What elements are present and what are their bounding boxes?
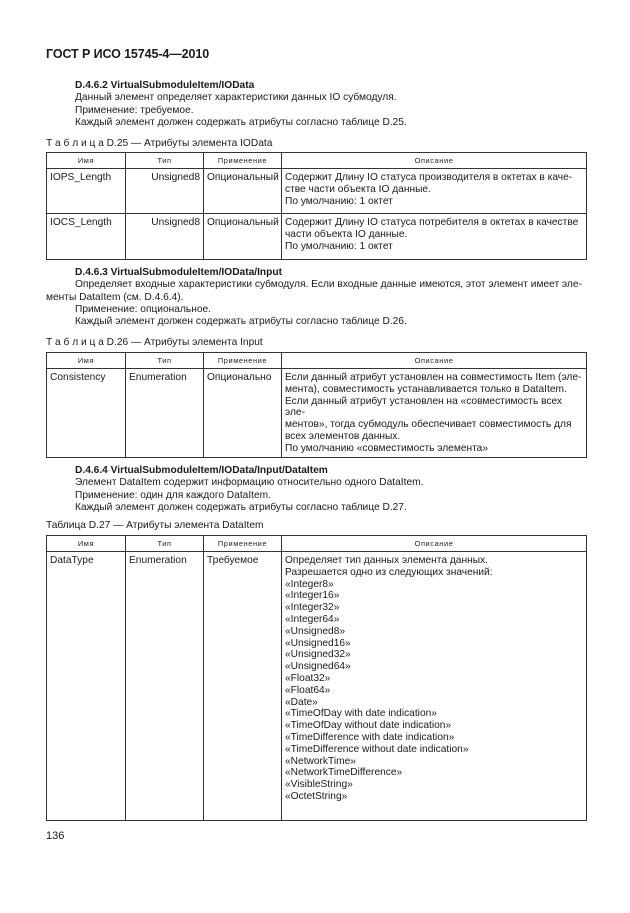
section-d464 <box>46 465 615 514</box>
description-line: мента), совместимость устанавливается только в DataItem. <box>285 383 567 395</box>
column-header: Применение <box>204 153 282 169</box>
description-line: Содержит Длину IO статуса производителя в октетах в каче- <box>285 172 573 183</box>
paragraph: Данный элемент определяет характеристики данных IO субмодуля. <box>75 92 397 104</box>
description-line: всех элементов данных. <box>285 430 401 442</box>
description-line: части объекта IO данные. <box>285 228 408 240</box>
description-line: По умолчанию: 1 октет <box>285 195 393 207</box>
enum-value: «Integer32» <box>285 602 340 614</box>
description-line: По умолчанию «совместимость элемента» <box>285 442 489 454</box>
enum-value: «Integer16» <box>285 590 340 602</box>
description-line: По умолчанию: 1 октет <box>285 240 393 252</box>
description-line: Разрешается одно из следующих значений: <box>285 566 493 578</box>
description-line: Если данный атрибут установлен на «совместимость всех эле- <box>285 395 563 419</box>
enum-value: «Float64» <box>285 684 331 696</box>
description-line: Определяет тип данных элемента данных. <box>285 555 488 566</box>
cell-name: IOCS_Length <box>47 214 126 260</box>
column-header: Описание <box>282 353 587 369</box>
description-line: стве части объекта IO данные. <box>285 183 431 195</box>
column-header: Тип <box>126 353 204 369</box>
table-header-row <box>47 353 587 369</box>
table-header-row <box>47 536 587 552</box>
table-row <box>47 214 587 260</box>
attributes-table-dataitem <box>46 535 587 821</box>
cell-description <box>282 552 587 821</box>
cell-name: Consistency <box>47 369 126 458</box>
column-header: Описание <box>282 536 587 552</box>
enum-value: «Unsigned16» <box>285 637 351 649</box>
enum-value: «Integer8» <box>285 578 334 590</box>
table-caption: Т а б л и ц а D.26 — Атрибуты элемента Input <box>46 337 263 348</box>
paragraph: Применение: требуемое. <box>75 104 194 116</box>
table-header-row <box>47 153 587 169</box>
attributes-table-input <box>46 352 587 458</box>
column-header: Применение <box>204 536 282 552</box>
enum-value: «Integer64» <box>285 613 340 625</box>
table-row <box>47 169 587 214</box>
description-line: Содержит Длину IO статуса потребителя в октетах в качестве <box>285 217 579 228</box>
paragraph: менты DataItem (см. D.4.6.4). <box>46 291 184 303</box>
description-line: Если данный атрибут установлен на совместимость Item (эле- <box>285 372 582 383</box>
enum-value: «Unsigned32» <box>285 649 351 661</box>
enum-value: «OctetString» <box>285 790 348 802</box>
cell-usage: Опциональный <box>204 169 282 214</box>
paragraph: Определяет входные характеристики субмодуля. Если входные данные имеются, этот элемент имеет эле- <box>75 279 582 291</box>
cell-type: Enumeration <box>126 369 204 458</box>
cell-name: DataType <box>47 552 126 821</box>
cell-type: Unsigned8 <box>126 169 204 214</box>
cell-name: IOPS_Length <box>47 169 126 214</box>
description-line: ментов», тогда субмодуль обеспечивает совместимость для <box>285 419 572 431</box>
section-d462 <box>46 80 615 129</box>
section-title: D.4.6.2 VirtualSubmoduleItem/IOData <box>75 80 255 91</box>
cell-usage: Опционально <box>204 369 282 458</box>
standard-header: ГОСТ Р ИСО 15745-4—2010 <box>46 47 210 61</box>
table-row <box>47 369 587 458</box>
column-header: Применение <box>204 353 282 369</box>
section-title: D.4.6.3 VirtualSubmoduleItem/IOData/Input <box>75 267 282 278</box>
enum-value: «TimeDifference without date indication» <box>285 743 469 755</box>
enum-value: «Unsigned64» <box>285 661 351 673</box>
enum-value: «TimeDifference with date indication» <box>285 731 455 743</box>
paragraph: Каждый элемент должен содержать атрибуты согласно таблице D.27. <box>75 501 407 513</box>
column-header: Имя <box>47 536 126 552</box>
enum-value: «NetworkTime» <box>285 755 356 767</box>
section-d463 <box>46 267 586 328</box>
column-header: Тип <box>126 536 204 552</box>
cell-type: Enumeration <box>126 552 204 821</box>
paragraph: Элемент DataItem содержит информацию относительно одного DataItem. <box>75 477 424 489</box>
cell-type: Unsigned8 <box>126 214 204 260</box>
cell-description <box>282 169 587 214</box>
column-header: Имя <box>47 153 126 169</box>
attributes-table-iodata <box>46 152 587 260</box>
enum-value: «VisibleString» <box>285 779 353 791</box>
paragraph: Применение: опциональное. <box>75 303 211 315</box>
enum-value: «NetworkTimeDifference» <box>285 767 403 779</box>
column-header: Описание <box>282 153 587 169</box>
table-caption: Таблица D.27 — Атрибуты элемента DataItem <box>46 520 264 531</box>
cell-description <box>282 369 587 458</box>
paragraph: Каждый элемент должен содержать атрибуты согласно таблице D.25. <box>75 116 407 128</box>
table-row <box>47 552 587 821</box>
column-header: Тип <box>126 153 204 169</box>
section-title: D.4.6.4 VirtualSubmoduleItem/IOData/Input/DataItem <box>75 465 328 476</box>
enum-value: «Float32» <box>285 672 331 684</box>
enum-value: «TimeOfDay without date indication» <box>285 720 452 732</box>
cell-usage: Опциональный <box>204 214 282 260</box>
paragraph: Применение: один для каждого DataItem. <box>75 489 271 501</box>
enum-value: «Date» <box>285 696 318 708</box>
table-caption: Т а б л и ц а D.25 — Атрибуты элемента IOData <box>46 138 273 149</box>
cell-usage: Требуемое <box>204 552 282 821</box>
enum-value: «Unsigned8» <box>285 625 346 637</box>
paragraph: Каждый элемент должен содержать атрибуты согласно таблице D.26. <box>75 316 407 328</box>
column-header: Имя <box>47 353 126 369</box>
cell-description <box>282 214 587 260</box>
enum-value: «TimeOfDay with date indication» <box>285 708 437 720</box>
page-number: 136 <box>46 830 65 842</box>
